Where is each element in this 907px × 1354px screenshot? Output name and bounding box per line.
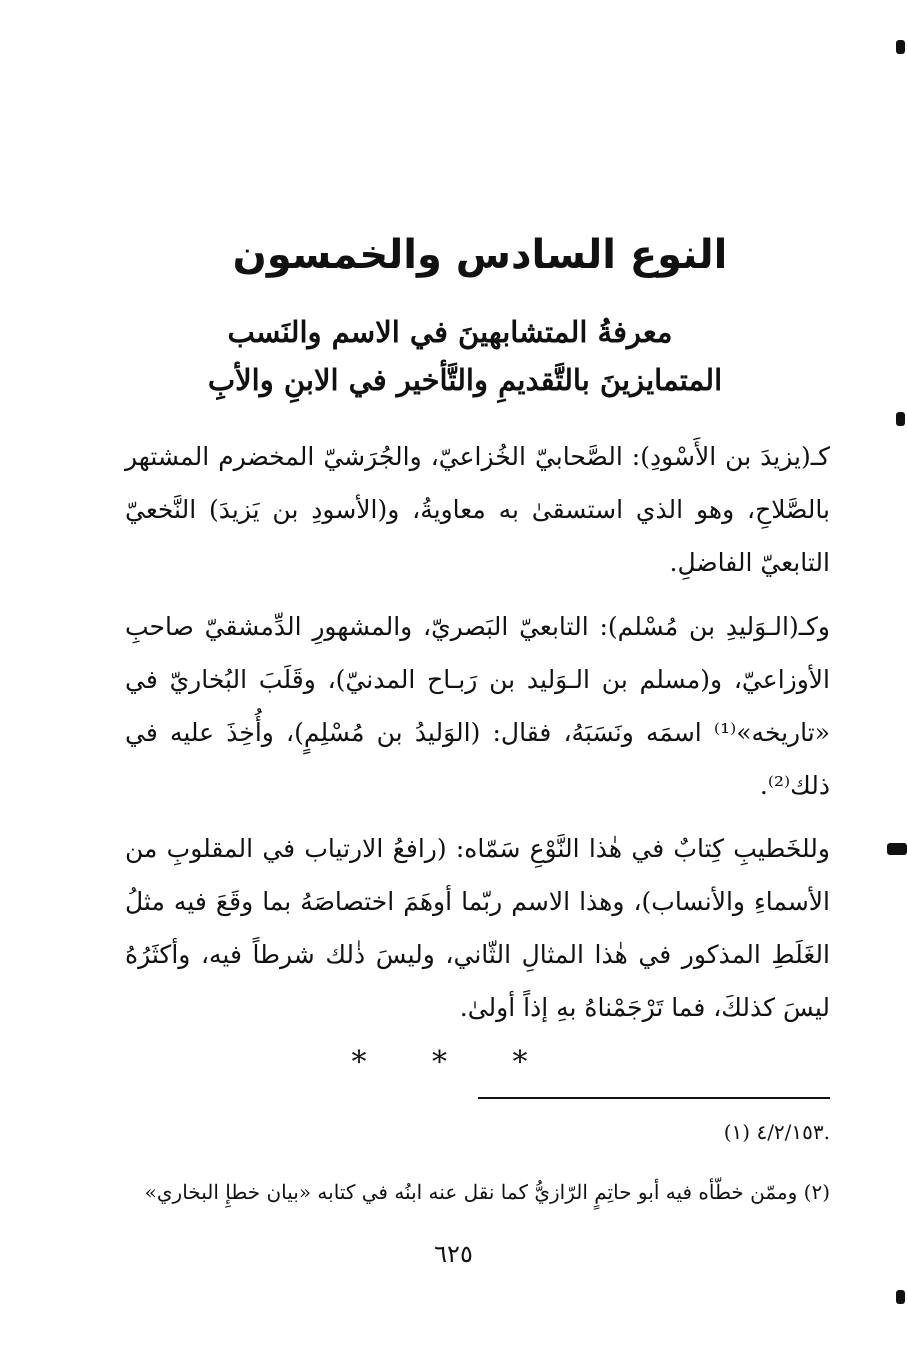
- margin-mark: [887, 843, 907, 855]
- paragraph-yazid: كـ(يزيدَ بن الأَسْودِ): الصَّحابيّ الخُزاعيّ، والجُرَشيّ المخضرم المشتهر بالصَّلاحِ، وهو الذي استسقىٰ به معاويةُ، و(الأسودِ بن يَزيدَ) النَّخعيّ التابعيّ الفاضلِ.: [125, 442, 830, 577]
- footnote-1: (١) ٤/٢/١٥٣.: [723, 1120, 830, 1144]
- margin-mark: [896, 40, 905, 54]
- footnote-divider: [478, 1097, 830, 1099]
- subtitle-line-1: معرفةُ المتشابهينَ في الاسم والنَسب: [227, 315, 673, 349]
- section-separator: * * *: [351, 1045, 556, 1080]
- page-number: ٦٢٥: [434, 1240, 473, 1268]
- margin-mark: [896, 412, 905, 426]
- chapter-title: النوع السادس والخمسون: [232, 232, 728, 278]
- paragraph-walid: وكـ(الـوَليدِ بن مُسْلم): التابعيّ البَصريّ، والمشهورِ الدِّمشقيّ صاحبِ الأوزاعيّ، و(مسلم بن الـوَليد بن رَبـاح المدنيّ)، وقَلَبَ البُخاريّ في «تاريخه»⁽¹⁾ اسمَه ونَسَبَهُ، فقال: (الوَليدُ بن مُسْلِمٍ)، وأُخِذَ عليه في ذلك⁽²⁾.: [125, 612, 830, 800]
- paragraph-khatib: وللخَطيبِ كِتابٌ في هٰذا النَّوْعِ سَمّاه: (رافعُ الارتياب في المقلوبِ من الأسماءِ والأنساب)، وهذا الاسم ربّما أوهَمَ اختصاصَهُ بما وقَعَ فيه مثلُ الغَلَطِ المذكور في هٰذا المثالِ الثّاني، وليسَ ذٰلك شرطاً فيه، وأكثَرُهُ ليسَ كذلكَ، فما تَرْجَمْناهُ بهِ إذاً أولىٰ.: [125, 834, 830, 1022]
- margin-mark: [896, 1290, 905, 1304]
- footnote-2: (٢) وممّن خطّأه فيه أبو حاتِمٍ الرّازيُّ كما نقل عنه ابنُه في كتابه «بيان خطإِ البخاري»: [144, 1180, 830, 1204]
- subtitle-line-2: المتمايزينَ بالتَّقديمِ والتَّأخير في الابنِ والأبِ: [207, 363, 723, 397]
